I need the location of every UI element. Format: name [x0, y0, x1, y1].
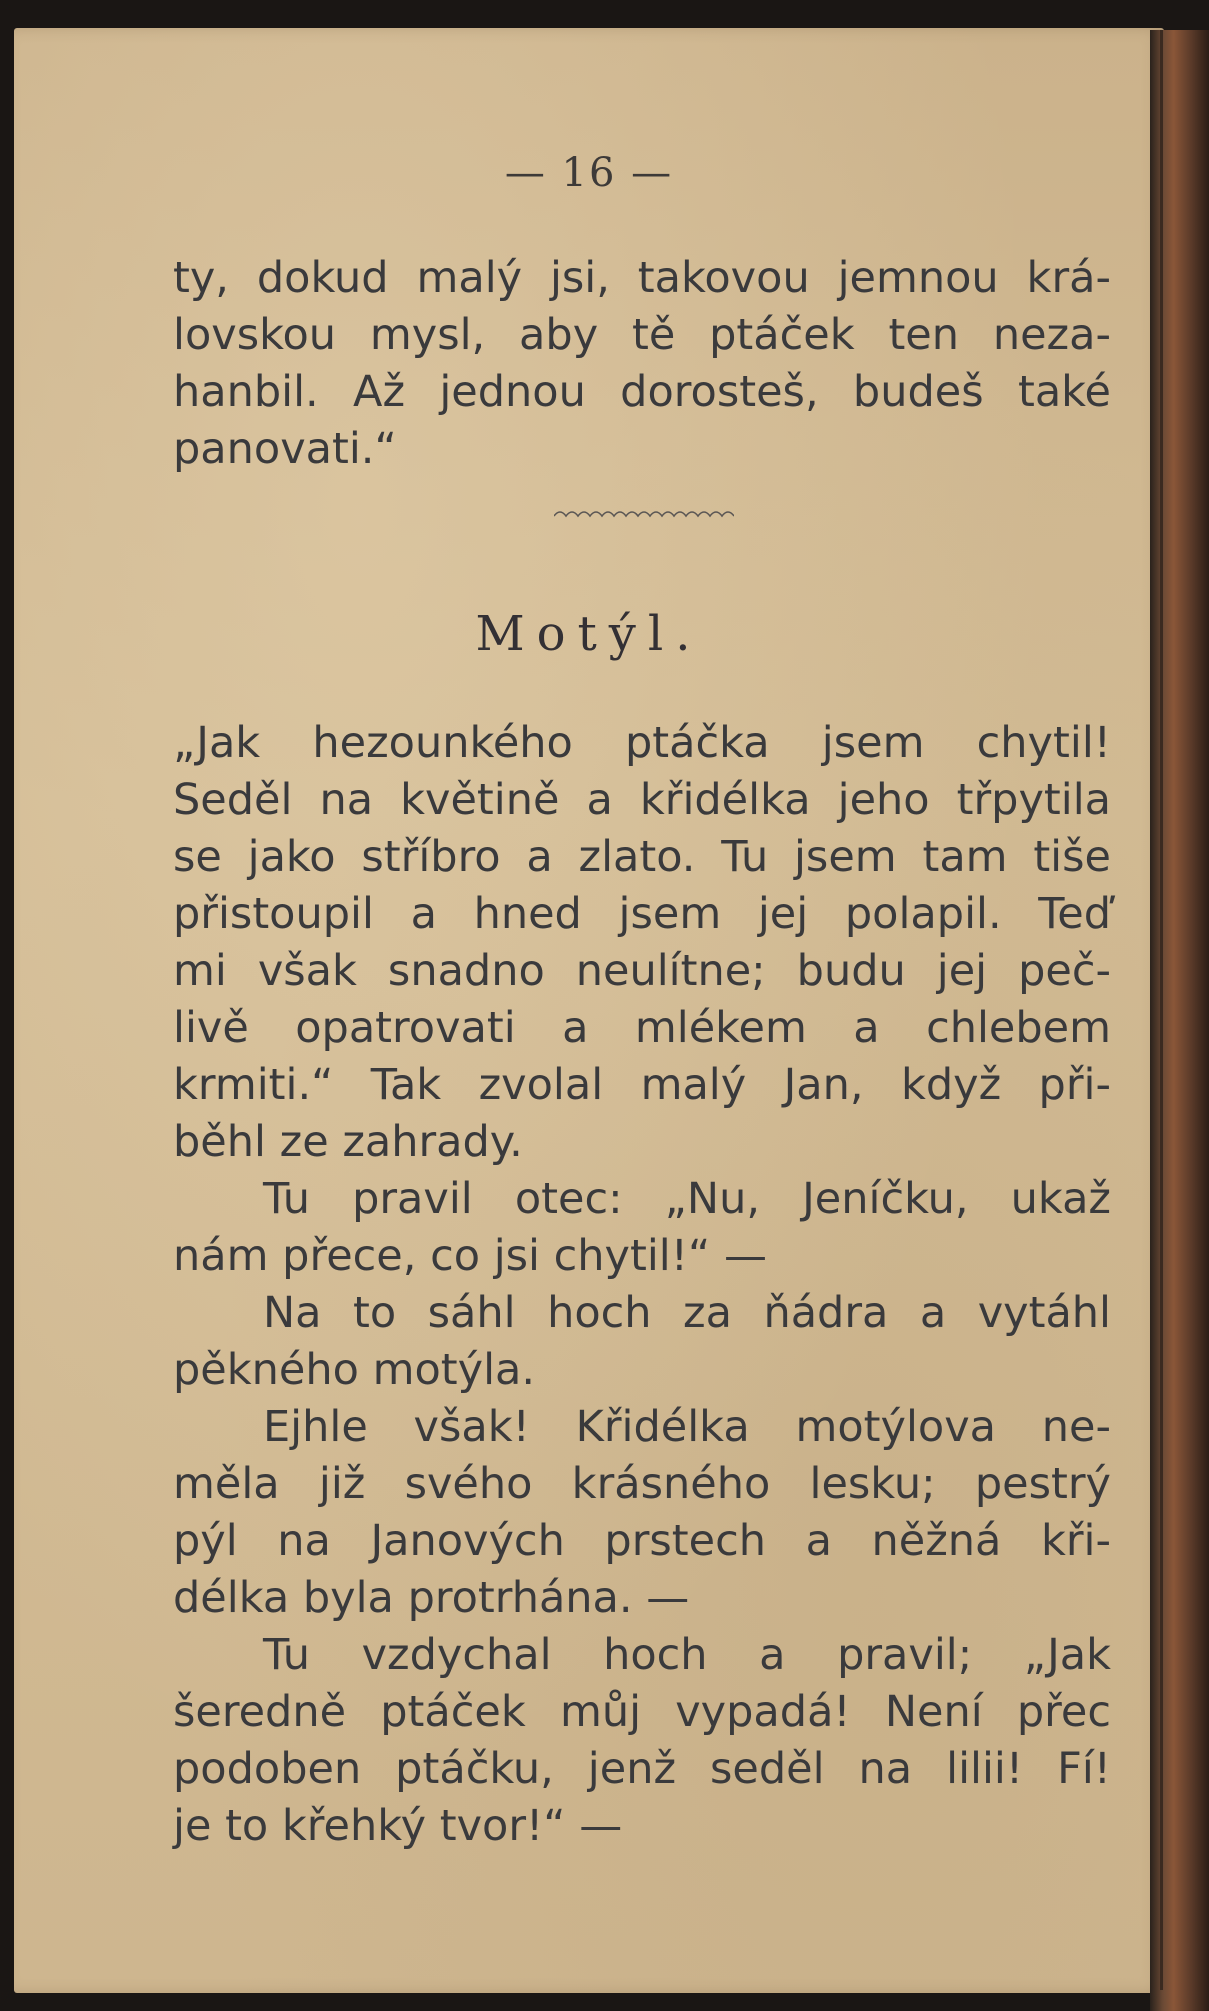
chapter-title: Motýl.	[475, 606, 703, 662]
text-line: běhl ze zahrady.	[173, 1117, 523, 1167]
text-line: Tu vzdychal hoch a pravil; „Jak	[263, 1630, 1111, 1680]
text-line: hanbil. Až jednou dorosteš, budeš také	[173, 367, 1111, 417]
text-line: Na to sáhl hoch za ňádra a vytáhl	[263, 1288, 1111, 1338]
text-line: mi však snadno neulítne; budu jej peč-	[173, 946, 1111, 996]
text-line: pýl na Janových prstech a něžná kři-	[173, 1516, 1111, 1566]
text-line: délka byla protrhána. —	[173, 1573, 690, 1623]
text-line: šeredně ptáček můj vypadá! Není přec	[173, 1687, 1111, 1737]
text-line: nám přece, co jsi chytil!“ —	[173, 1231, 767, 1281]
intro-paragraph	[173, 250, 1111, 478]
text-line: pěkného motýla.	[173, 1345, 536, 1395]
book-page	[14, 28, 1164, 1993]
text-line: podoben ptáčku, jenž seděl na lilii! Fí!	[173, 1744, 1111, 1794]
page-number: — 16 —	[504, 150, 674, 196]
text-line: krmiti.“ Tak zvolal malý Jan, když při-	[173, 1060, 1111, 1110]
text-line: „Jak hezounkého ptáčka jsem chytil!	[173, 718, 1111, 768]
page-edge-line	[1160, 30, 1163, 1990]
ornament-divider	[554, 506, 734, 520]
text-line: měla již svého krásného lesku; pestrý	[173, 1459, 1111, 1509]
text-line: livě opatrovati a mlékem a chlebem	[173, 1003, 1111, 1053]
book-spine	[1150, 30, 1209, 2011]
text-line: se jako stříbro a zlato. Tu jsem tam tiše	[173, 832, 1111, 882]
text-line: ty, dokud malý jsi, takovou jemnou krá-	[173, 253, 1111, 303]
text-line: přistoupil a hned jsem jej polapil. Teď	[173, 889, 1111, 939]
text-line: Tu pravil otec: „Nu, Jeníčku, ukaž	[263, 1174, 1111, 1224]
text-line: panovati.“	[173, 424, 397, 474]
story-paragraphs	[173, 715, 1111, 1855]
text-line: Seděl na květině a křidélka jeho třpytila	[173, 775, 1111, 825]
text-line: Ejhle však! Křidélka motýlova ne-	[263, 1402, 1111, 1452]
text-line: je to křehký tvor!“ —	[173, 1801, 623, 1851]
text-line: lovskou mysl, aby tě ptáček ten neza-	[173, 310, 1111, 360]
